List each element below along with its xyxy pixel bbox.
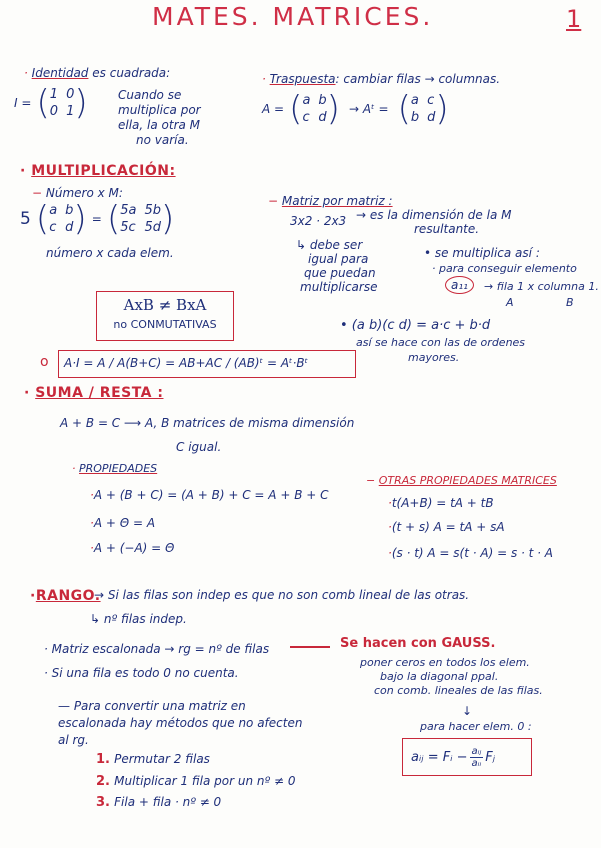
- fila-columna: → fila 1 x columna 1.: [484, 280, 599, 293]
- otras-item: ·(t + s) A = tA + sA: [388, 520, 505, 534]
- debe-note: [296, 238, 377, 294]
- formula-denominator: aᵢᵢ: [471, 757, 482, 769]
- otras-text: OTRAS PROPIEDADES MATRICES: [378, 474, 557, 487]
- formula-fraction: [470, 746, 484, 769]
- matrix-cell: c: [49, 220, 57, 235]
- note-line: con comb. lineales de las filas.: [374, 684, 543, 697]
- note-line: — Para convertir una matriz en: [58, 699, 246, 713]
- propiedades-label: · PROPIEDADES: [72, 462, 158, 475]
- noncomm-bottom: no CONMUTATIVAS: [113, 318, 217, 331]
- note-line: igual para: [308, 252, 369, 266]
- matrix-cell: 0: [49, 104, 59, 119]
- numero-note: número x cada elem.: [46, 246, 174, 260]
- matrix-cell: d: [427, 110, 436, 125]
- noncomm-top: AxB ≠ BxA: [123, 296, 207, 314]
- para-conseguir: · para conseguir elemento: [432, 262, 577, 275]
- rango-line: → Si las filas son indep es que no son comb lineal de las otras.: [94, 588, 470, 602]
- rango-line-2: ↳ nº filas indep.: [90, 612, 187, 626]
- method-text: Permutar 2 filas: [114, 752, 210, 766]
- propiedades-text: PROPIEDADES: [79, 462, 158, 475]
- identidad-prefix: I =: [14, 96, 32, 110]
- note-line: bajo la diagonal ppal.: [380, 670, 499, 683]
- formula-rhs: Fⱼ: [485, 749, 495, 765]
- escalonada: · Matriz escalonada → rg = nº de filas: [44, 642, 270, 656]
- matrix-cell: b: [318, 93, 327, 108]
- method-text: Fila + fila · nº ≠ 0: [114, 795, 222, 809]
- matrix-cell: 0: [66, 87, 75, 102]
- rango-heading: ·RANGO.: [30, 588, 101, 604]
- se-multiplica: • se multiplica así :: [424, 246, 540, 260]
- note-line: escalonada hay métodos que no afecten: [58, 716, 303, 730]
- multiplicacion-heading: · MULTIPLICACIÓN:: [20, 163, 176, 179]
- identidad-note: [118, 88, 201, 148]
- method-number: 2.: [96, 774, 110, 789]
- page-number: 1: [566, 5, 582, 33]
- numero-label-text: Número x M:: [45, 186, 123, 200]
- matrix-cell: d: [318, 110, 327, 125]
- red-arrow-line: [290, 646, 330, 648]
- matrix-cell: 1: [49, 87, 59, 102]
- otras-text-item: t(A+B) = tA + tB: [391, 496, 494, 510]
- gauss-note: [360, 656, 543, 698]
- matrix-cell: a: [302, 93, 311, 108]
- dims: 3x2 · 2x3: [290, 214, 347, 228]
- equals-sign: =: [91, 212, 102, 226]
- matriz-label-text: Matriz por matriz :: [281, 194, 393, 208]
- method-item: [96, 774, 295, 789]
- prop-item: ·A + (B + C) = (A + B) + C = A + B + C: [90, 488, 329, 502]
- prop-item: ·A + Θ = A: [90, 516, 156, 530]
- matrix-cell: b: [410, 110, 420, 125]
- method-item: [96, 752, 210, 767]
- traspuesta-label: Traspuesta: [269, 72, 336, 86]
- props-line: A·I = A / A(B+C) = AB+AC / (AB)ᵗ = Aᵗ·Bᵗ: [64, 356, 309, 370]
- matrix-cell: 5d: [144, 220, 161, 235]
- note-line: poner ceros en todos los elem.: [360, 656, 530, 669]
- traspuesta-expr: A = ( a b c d ) → Aᵗ = ( a c b d ): [262, 89, 449, 129]
- para-convertir: [58, 698, 302, 749]
- prop-text: A + (B + C) = (A + B) + C = A + B + C: [93, 488, 329, 502]
- multiplicacion-title: MULTIPLICACIÓN:: [31, 163, 176, 179]
- note-line: que puedan: [304, 266, 376, 280]
- otras-label: − OTRAS PROPIEDADES MATRICES: [366, 474, 557, 487]
- note-line: no varía.: [136, 133, 189, 147]
- rango-title: RANGO.: [35, 588, 101, 604]
- prop-item: ·A + (−A) = Θ: [90, 541, 175, 555]
- suma-title: SUMA / RESTA :: [35, 385, 164, 401]
- product-expr: • (a b)(c d) = a·c + b·d: [340, 318, 491, 333]
- product-note: así se hace con las de ordenes: [356, 336, 526, 349]
- method-number: 1.: [96, 752, 110, 767]
- suma-heading: · SUMA / RESTA :: [24, 385, 164, 401]
- note-line: multiplicarse: [300, 280, 378, 294]
- matrix-cell: d: [65, 220, 74, 235]
- traspuesta-lhs: A =: [262, 102, 285, 116]
- note-line: multiplica por: [118, 103, 201, 117]
- numero-label: − Número x M:: [32, 186, 123, 200]
- note-line: Cuando se: [118, 88, 182, 102]
- traspuesta-arrow: → Aᵗ =: [349, 102, 389, 116]
- para-hacer: para hacer elem. 0 :: [420, 720, 532, 733]
- matrix-cell: 1: [66, 104, 75, 119]
- identidad-matrix: I = ( 1 0 0 1 ): [14, 83, 88, 123]
- letter-b: B: [566, 296, 574, 309]
- traspuesta-heading: · Traspuesta: cambiar filas → columnas.: [262, 72, 501, 86]
- identidad-label: Identidad: [31, 66, 89, 80]
- matrix-cell: c: [427, 93, 435, 108]
- matrix-cell: a: [410, 93, 419, 108]
- suma-line: A + B = C ⟶ A, B matrices de misma dimensión: [60, 416, 355, 430]
- dims-note: → es la dimensión de la M: [356, 208, 512, 222]
- matrix-cell: 5c: [120, 220, 136, 235]
- page-title: MATES. MATRICES.: [152, 2, 434, 31]
- formula-numerator: aᵢⱼ: [471, 745, 482, 757]
- prop-text: A + (−A) = Θ: [93, 541, 175, 555]
- matrix-cell: b: [65, 203, 74, 218]
- prop-text: A + Θ = A: [93, 516, 156, 530]
- otras-item: ·(s · t) A = s(t · A) = s · t · A: [388, 546, 554, 560]
- otras-item: ·t(A+B) = tA + tB: [388, 496, 494, 510]
- dims-note-2: resultante.: [414, 222, 480, 236]
- matrix-cell: a: [49, 203, 58, 218]
- method-number: 3.: [96, 795, 110, 810]
- properties-box: [58, 350, 356, 378]
- matriz-por-matriz-label: − Matriz por matriz :: [268, 194, 393, 208]
- traspuesta-desc: : cambiar filas → columnas.: [335, 72, 501, 86]
- matrix-cell: c: [302, 110, 310, 125]
- otras-text-item: (t + s) A = tA + sA: [391, 520, 505, 534]
- product-note-2: mayores.: [408, 351, 460, 364]
- matrix-cell: 5a: [120, 203, 137, 218]
- note-line: ella, la otra M: [118, 118, 201, 132]
- cero-fila: · Si una fila es todo 0 no cuenta.: [44, 666, 239, 680]
- non-commutative-box: [96, 291, 234, 341]
- props-bullet: o: [40, 354, 49, 370]
- letter-a: A: [506, 296, 514, 309]
- method-text: Multiplicar 1 fila por un nº ≠ 0: [114, 774, 296, 788]
- scalar-value: 5: [20, 209, 31, 229]
- otras-text-item: (s · t) A = s(t · A) = s · t · A: [391, 546, 554, 560]
- formula-lhs: aᵢⱼ = Fᵢ −: [411, 749, 468, 765]
- identidad-desc: es cuadrada:: [92, 66, 171, 80]
- suma-line-2: C igual.: [176, 440, 222, 454]
- note-line: al rg.: [58, 733, 89, 747]
- formula-box: [402, 738, 532, 776]
- elem-a11: a₁₁: [445, 276, 474, 294]
- matrix-cell: 5b: [144, 203, 161, 218]
- scalar-mult: 5 ( a b c d ) = ( 5a 5b 5c 5d ): [20, 199, 175, 239]
- down-arrow: ↓: [462, 704, 473, 718]
- identidad-heading: · Identidad es cuadrada:: [24, 66, 171, 80]
- method-item: [96, 795, 221, 810]
- gauss-label: Se hacen con GAUSS.: [340, 636, 496, 651]
- note-line: ↳ debe ser: [296, 238, 363, 252]
